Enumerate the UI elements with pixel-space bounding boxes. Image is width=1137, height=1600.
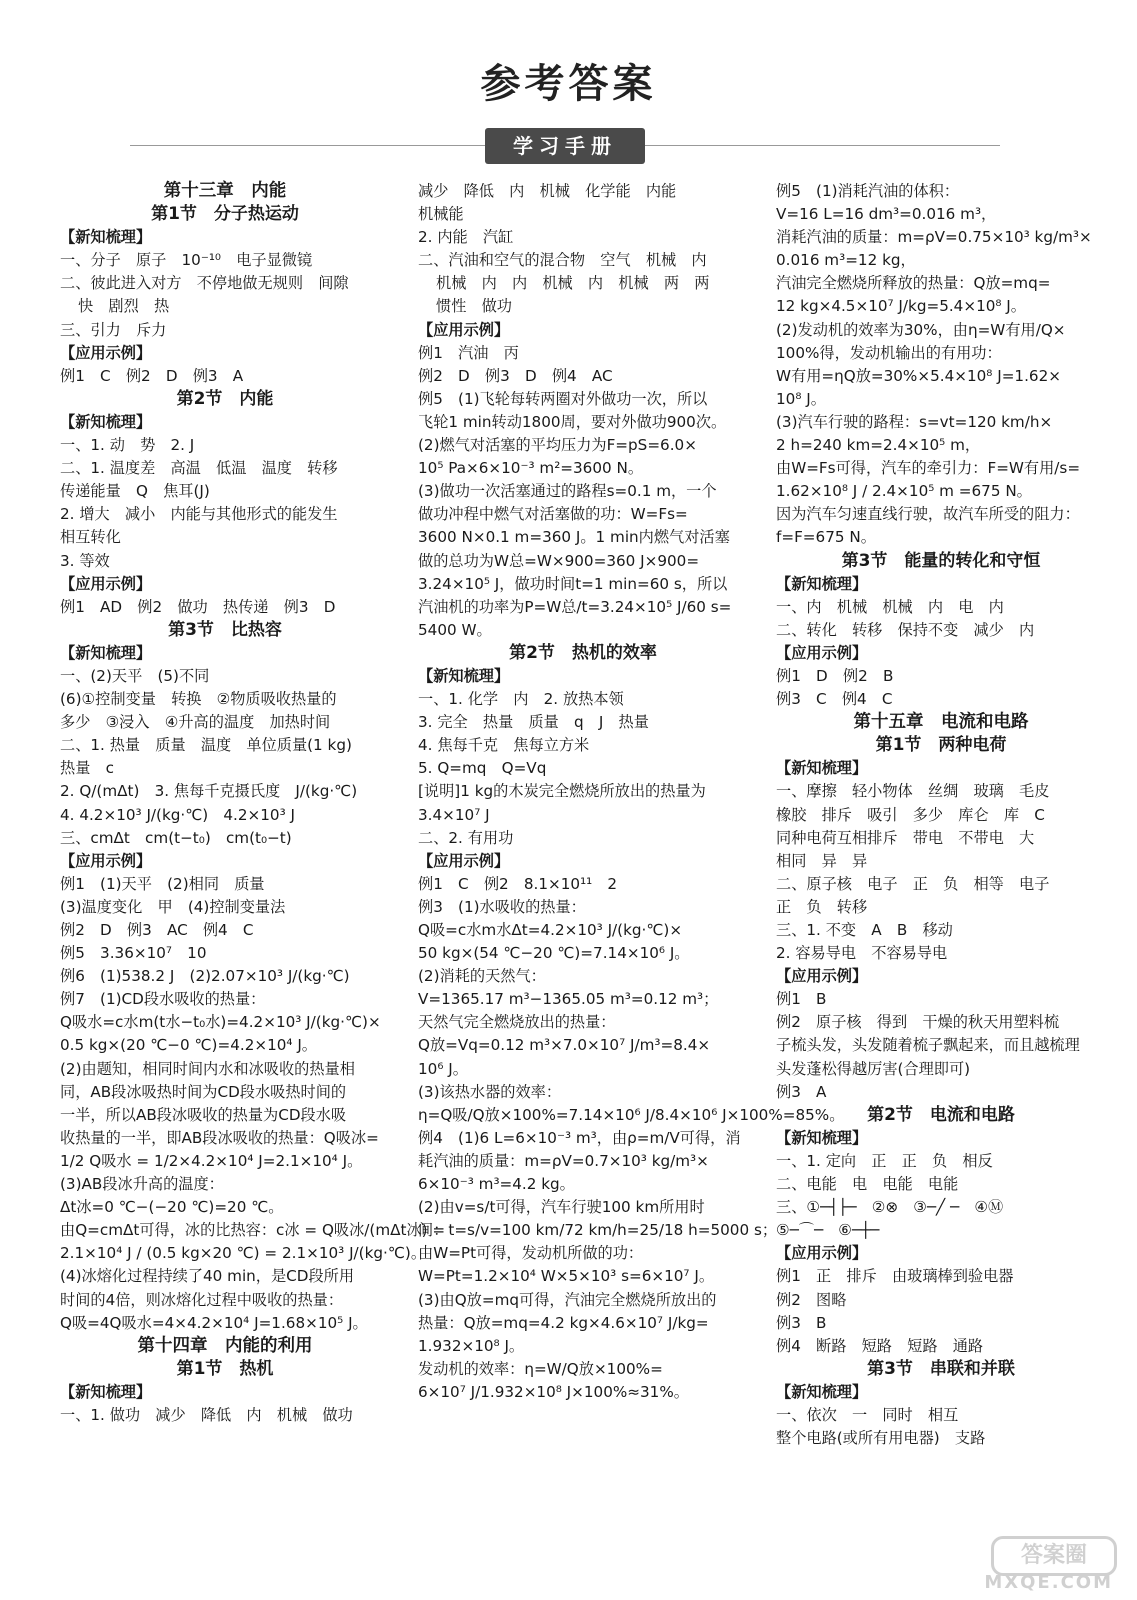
subsection-tag: 【应用示例】 (776, 643, 868, 662)
answer-line: 例1 AD 例2 做功 热传递 例3 D (60, 597, 336, 616)
watermark-logo: 答案圈 (991, 1536, 1117, 1576)
answer-line: 例5 (1)飞轮每转两圈对外做功一次，所以 (418, 389, 708, 408)
answer-line: 传递能量 Q 焦耳(J) (60, 482, 210, 501)
answer-line: 橡胶 排斥 吸引 多少 库仑 库 C (776, 805, 1045, 824)
answer-line: 5. Q=mq Q=Vq (418, 759, 547, 778)
answer-line: 4. 焦每千克 焦每立方米 (418, 736, 590, 755)
answer-line: 例3 (1)水吸收的热量： (418, 897, 586, 916)
answer-line: 二、汽油和空气的混合物 空气 机械 内 (418, 251, 707, 270)
answer-line: 子梳头发，头发随着梳子飘起来，而且越梳理 (776, 1036, 1080, 1055)
section-heading: 第1节 两种电荷 (875, 735, 1007, 756)
answer-line: 整个电路(或所有用电器) 支路 (776, 1429, 986, 1448)
answer-line: Q放=Vq=0.12 m³×7.0×10⁷ J/m³=8.4× (418, 1036, 711, 1055)
answer-line: 天然气完全燃烧放出的热量： (418, 1013, 616, 1032)
answer-line: 2 h=240 km=2.4×10⁵ m， (776, 436, 981, 455)
answer-line: 2. 内能 汽缸 (418, 228, 514, 247)
page-title: 参考答案 (480, 61, 657, 107)
answer-line: Q吸水=c水m(t水−t₀水)=4.2×10³ J/(kg·℃)× (60, 1013, 381, 1032)
answer-line: f=F=675 N。 (776, 528, 876, 547)
answer-line: 头发蓬松得越厉害(合理即可) (776, 1059, 971, 1078)
answer-line: 飞轮1 min转动1800周，要对外做功900次。 (418, 412, 727, 431)
answer-line: 消耗汽油的质量：m=ρV=0.75×10³ kg/m³× (776, 228, 1092, 247)
chapter-heading: 第十五章 电流和电路 (853, 712, 1029, 733)
answer-line: Δt冰=0 ℃−(−20 ℃)=20 ℃。 (60, 1198, 284, 1217)
answer-line: (3)由Q放=mq可得，汽油完全燃烧所放出的 (418, 1290, 717, 1309)
answer-line: 例4 断路 短路 短路 通路 (776, 1336, 984, 1355)
answer-line: 例6 (1)538.2 J (2)2.07×10³ J/(kg·℃) (60, 967, 350, 986)
answer-line: 3600 N×0.1 m=360 J。1 min内燃气对活塞 (418, 528, 730, 547)
section-banner: 学习手册 (485, 128, 645, 164)
answer-line: 0.5 kg×(20 ℃−0 ℃)=4.2×10⁴ J。 (60, 1036, 317, 1055)
answer-line: 50 kg×(54 ℃−20 ℃)=7.14×10⁶ J。 (418, 944, 690, 963)
subsection-tag: 【应用示例】 (776, 967, 868, 986)
subsection-tag: 【新知梳理】 (776, 1128, 868, 1147)
answer-line: 三、1. 不变 A B 移动 (776, 921, 953, 939)
answer-line: (3)做功一次活塞通过的路程s=0.1 m，一个 (418, 482, 717, 501)
answer-line: (2)消耗的天然气： (418, 967, 546, 986)
answer-line: 2.1×10⁴ J / (0.5 kg×20 ℃) = 2.1×10³ J/(kg·℃)。 (60, 1244, 427, 1263)
answer-line: 10⁶ J。 (418, 1059, 468, 1078)
answer-line: 做的总功为W总=W×900=360 J×900= (418, 551, 700, 570)
answer-line: 热量 c (60, 759, 114, 778)
answer-line: 例1 正 排斥 由玻璃棒到验电器 (776, 1267, 1014, 1286)
section-heading: 第1节 热机 (176, 1358, 274, 1379)
answer-line: 一半，所以AB段冰吸收的热量为CD段水吸 (60, 1105, 347, 1124)
answer-line: 汽油机的功率为P=W总/t=3.24×10⁵ J/60 s= (418, 597, 732, 616)
answer-line: (2)燃气对活塞的平均压力为F=pS=6.0× (418, 436, 697, 455)
answer-line: 一、摩擦 轻小物体 丝绸 玻璃 毛皮 (776, 782, 1050, 801)
answer-line: 例1 B (776, 990, 827, 1009)
section-heading: 第3节 串联和并联 (867, 1358, 1015, 1379)
answer-line: 汽油完全燃烧所释放的热量：Q放=mq= (776, 274, 1051, 293)
answer-line: 正 负 转移 (776, 897, 868, 916)
answer-line: 10⁵ Pa×6×10⁻³ m²=3600 N。 (418, 459, 644, 478)
subsection-tag: 【新知梳理】 (776, 1382, 868, 1401)
answer-line: 1.932×10⁸ J。 (418, 1336, 525, 1355)
answer-line: 发动机的效率：η=W/Q放×100%= (418, 1359, 663, 1378)
subsection-tag: 【新知梳理】 (418, 666, 510, 685)
answer-line: 二、转化 转移 保持不变 减少 内 (776, 620, 1035, 639)
chapter-heading: 第十四章 内能的利用 (137, 1335, 313, 1356)
answer-line: 3.24×10⁵ J，做功时间t=1 min=60 s，所以 (418, 574, 728, 593)
answer-line: 一、1. 定向 正 正 负 相反 (776, 1151, 993, 1170)
answer-line: 惯性 做功 (436, 297, 512, 316)
answer-line: 收热量的一半，即AB段冰吸收的热量：Q吸冰= (60, 1128, 379, 1147)
answer-line: 二、原子核 电子 正 负 相等 电子 (776, 874, 1050, 893)
answer-line: V=1365.17 m³−1365.05 m³=0.12 m³； (418, 990, 719, 1009)
answer-line: 例1 汽油 丙 (418, 343, 519, 362)
answer-line: 例2 原子核 得到 干燥的秋天用塑料梳 (776, 1013, 1060, 1032)
answer-line: 快 剧烈 热 (78, 297, 170, 316)
answer-line: 例4 (1)6 L=6×10⁻³ m³，由ρ=m/V可得，消 (418, 1128, 741, 1147)
answer-line: 一、分子 原子 10⁻¹⁰ 电子显微镜 (60, 251, 313, 270)
answer-line: 由W=Pt可得，发动机所做的功： (418, 1244, 644, 1263)
answer-line: 3. 等效 (60, 551, 110, 570)
answer-line: 2. 增大 减小 内能与其他形式的能发生 (60, 505, 338, 524)
answer-line: 例3 C 例4 C (776, 690, 893, 709)
answer-line: 一、1. 化学 内 2. 放热本领 (418, 690, 624, 709)
subsection-tag: 【应用示例】 (60, 574, 152, 593)
answer-line: 3.4×10⁷ J (418, 805, 490, 824)
answer-line: 1.62×10⁸ J / 2.4×10⁵ m =675 N。 (776, 482, 1032, 501)
subsection-tag: 【新知梳理】 (60, 228, 152, 247)
answer-line: 2. 容易导电 不容易导电 (776, 944, 948, 963)
answer-line: 二、1. 温度差 高温 低温 温度 转移 (60, 459, 338, 478)
answer-line: (3)汽车行驶的路程：s=vt=120 km/h× (776, 412, 1053, 431)
answer-line: 一、内 机械 机械 内 电 内 (776, 597, 1004, 616)
answer-line: 二、2. 有用功 (418, 828, 514, 847)
answer-line: 一、1. 动 势 2. J (60, 436, 195, 455)
answer-line: 5400 W。 (418, 620, 492, 639)
answer-line: 一、(2)天平 (5)不同 (60, 666, 210, 685)
answer-line: (6)①控制变量 转换 ②物质吸收热量的 (60, 690, 337, 709)
answer-line: 6×10⁷ J/1.932×10⁸ J×100%≈31%。 (418, 1382, 689, 1401)
answer-line: 同种电荷互相排斥 带电 不带电 大 (776, 828, 1035, 847)
subsection-tag: 【新知梳理】 (776, 759, 868, 778)
section-heading: 第2节 热机的效率 (509, 642, 657, 663)
answer-line: 例3 B (776, 1313, 827, 1332)
answer-line: 做功冲程中燃气对活塞做的功：W=Fs= (418, 505, 688, 524)
subsection-tag: 【新知梳理】 (60, 1382, 152, 1401)
answer-line: Q吸=c水m水Δt=4.2×10³ J/(kg·℃)× (418, 921, 683, 939)
answer-line: 减少 降低 内 机械 化学能 内能 (418, 182, 677, 200)
answer-line: (2)由题知，相同时间内水和冰吸收的热量相 (60, 1059, 355, 1078)
answer-line: Q吸=4Q吸水=4×4.2×10⁴ J=1.68×10⁵ J。 (60, 1313, 368, 1332)
answer-line: 例2 D 例3 D 例4 AC (418, 366, 613, 385)
answer-line: (2)由v=s/t可得，汽车行驶100 km所用时 (418, 1198, 705, 1217)
answer-line: 10⁸ J。 (776, 389, 826, 408)
answer-line: 例5 (1)消耗汽油的体积： (776, 182, 960, 200)
answer-line: 二、1. 热量 质量 温度 单位质量(1 kg) (60, 736, 352, 755)
watermark (942, 1536, 1117, 1592)
section-heading: 第2节 内能 (176, 388, 274, 409)
answer-line: 例1 C 例2 D 例3 A (60, 366, 244, 385)
watermark-url: MXQE.COM (984, 1572, 1113, 1593)
answer-line: 4. 4.2×10³ J/(kg·℃) 4.2×10³ J (60, 805, 295, 824)
subsection-tag: 【新知梳理】 (60, 643, 152, 662)
answer-line: ⑤─⌒─ ⑥─┼─ (776, 1221, 880, 1240)
subsection-tag: 【应用示例】 (418, 851, 510, 870)
section-heading: 第2节 电流和电路 (867, 1104, 1015, 1125)
answer-line: 例2 图略 (776, 1290, 847, 1309)
section-heading: 第3节 比热容 (168, 619, 282, 640)
answer-line: 6×10⁻³ m³=4.2 kg。 (418, 1175, 575, 1194)
divider-right (645, 145, 1000, 146)
answer-line: 二、电能 电 电能 电能 (776, 1175, 959, 1194)
answer-line: 1/2 Q吸水 = 1/2×4.2×10⁴ J=2.1×10⁴ J。 (60, 1151, 363, 1170)
answer-line: 机械 内 内 机械 内 机械 两 两 (436, 274, 710, 293)
answer-line: 三、引力 斥力 (60, 320, 167, 339)
answer-line: (3)该热水器的效率： (418, 1082, 562, 1101)
answer-line: 相互转化 (60, 528, 121, 547)
answer-line: 由W=Fs可得，汽车的牵引力：F=W有用/s= (776, 459, 1081, 478)
answer-line: 12 kg×4.5×10⁷ J/kg=5.4×10⁸ J。 (776, 297, 1026, 316)
answer-line: 耗汽油的质量：m=ρV=0.7×10³ kg/m³× (418, 1151, 709, 1170)
answer-line: (3)温度变化 甲 (4)控制变量法 (60, 897, 286, 916)
answer-line: 3. 完全 热量 质量 q J 热量 (418, 713, 649, 732)
answer-line: 一、1. 做功 减少 降低 内 机械 做功 (60, 1405, 353, 1424)
answer-line: 例1 C 例2 8.1×10¹¹ 2 (418, 874, 618, 893)
answer-line: (3)AB段冰升高的温度： (60, 1175, 224, 1194)
answer-line: 同，AB段冰吸热时间为CD段水吸热时间的 (60, 1082, 347, 1101)
subsection-tag: 【应用示例】 (418, 320, 510, 339)
answer-line: 2. Q/(mΔt) 3. 焦每千克摄氏度 J/(kg·℃) (60, 782, 358, 801)
answer-line: 一、依次 一 同时 相互 (776, 1405, 959, 1424)
subsection-tag: 【新知梳理】 (60, 412, 152, 431)
answer-line: 例7 (1)CD段水吸收的热量： (60, 990, 266, 1009)
answer-line: 二、彼此进入对方 不停地做无规则 间隙 (60, 274, 349, 293)
answer-line: 三、①─┤├─ ②⊗ ③─╱ ─ ④Ⓜ (776, 1198, 1004, 1217)
answer-line: 例5 3.36×10⁷ 10 (60, 944, 207, 963)
subsection-tag: 【应用示例】 (776, 1244, 868, 1263)
answer-line: 多少 ③浸入 ④升高的温度 加热时间 (60, 713, 331, 732)
answer-line: 三、cmΔt cm(t−t₀) cm(t₀−t) (60, 828, 292, 847)
answer-line: 例2 D 例3 AC 例4 C (60, 921, 254, 939)
answer-line: 间：t=s/v=100 km/72 km/h=25/18 h=5000 s； (418, 1221, 778, 1240)
answer-line: 热量：Q放=mq=4.2 kg×4.6×10⁷ J/kg= (418, 1313, 709, 1332)
subsection-tag: 【新知梳理】 (776, 574, 868, 593)
answer-line: 机械能 (418, 205, 464, 224)
subsection-tag: 【应用示例】 (60, 851, 152, 870)
section-heading: 第3节 能量的转化和守恒 (841, 550, 1041, 571)
answer-line: η=Q吸/Q放×100%=7.14×10⁶ J/8.4×10⁶ J×100%=85%。 (418, 1105, 845, 1124)
answer-line: 100%得，发动机输出的有用功： (776, 343, 1002, 362)
answer-line: 因为汽车匀速直线行驶，故汽车所受的阻力： (776, 505, 1080, 524)
answer-line: (2)发动机的效率为30%，由η=W有用/Q× (776, 320, 1066, 339)
divider-left (130, 145, 485, 146)
answer-line: 时间的4倍，则冰熔化过程中吸收的热量： (60, 1290, 344, 1309)
section-banner-row (130, 128, 1000, 164)
answer-line: 例1 (1)天平 (2)相同 质量 (60, 874, 265, 893)
subsection-tag: 【应用示例】 (60, 343, 152, 362)
answer-line: 由Q=cmΔt可得，冰的比热容：c冰 = Q吸冰/(mΔt冰) = (60, 1221, 446, 1240)
answer-line: 例3 A (776, 1082, 827, 1101)
answer-line: 相同 异 异 (776, 851, 868, 870)
answer-line: W有用=ηQ放=30%×5.4×10⁸ J=1.62× (776, 366, 1061, 385)
answer-line: [说明]1 kg的木炭完全燃烧所放出的热量为 (418, 782, 706, 801)
chapter-heading: 第十三章 内能 (163, 181, 287, 201)
answer-line: W=Pt=1.2×10⁴ W×5×10³ s=6×10⁷ J。 (418, 1267, 715, 1286)
answer-line: 0.016 m³=12 kg， (776, 251, 916, 270)
answer-line: V=16 L=16 dm³=0.016 m³， (776, 205, 997, 224)
answer-line: 例1 D 例2 B (776, 666, 894, 685)
section-heading: 第1节 分子热运动 (151, 204, 299, 225)
answer-column-right (776, 180, 1106, 1450)
answer-line: (4)冰熔化过程持续了40 min，是CD段所用 (60, 1267, 355, 1286)
